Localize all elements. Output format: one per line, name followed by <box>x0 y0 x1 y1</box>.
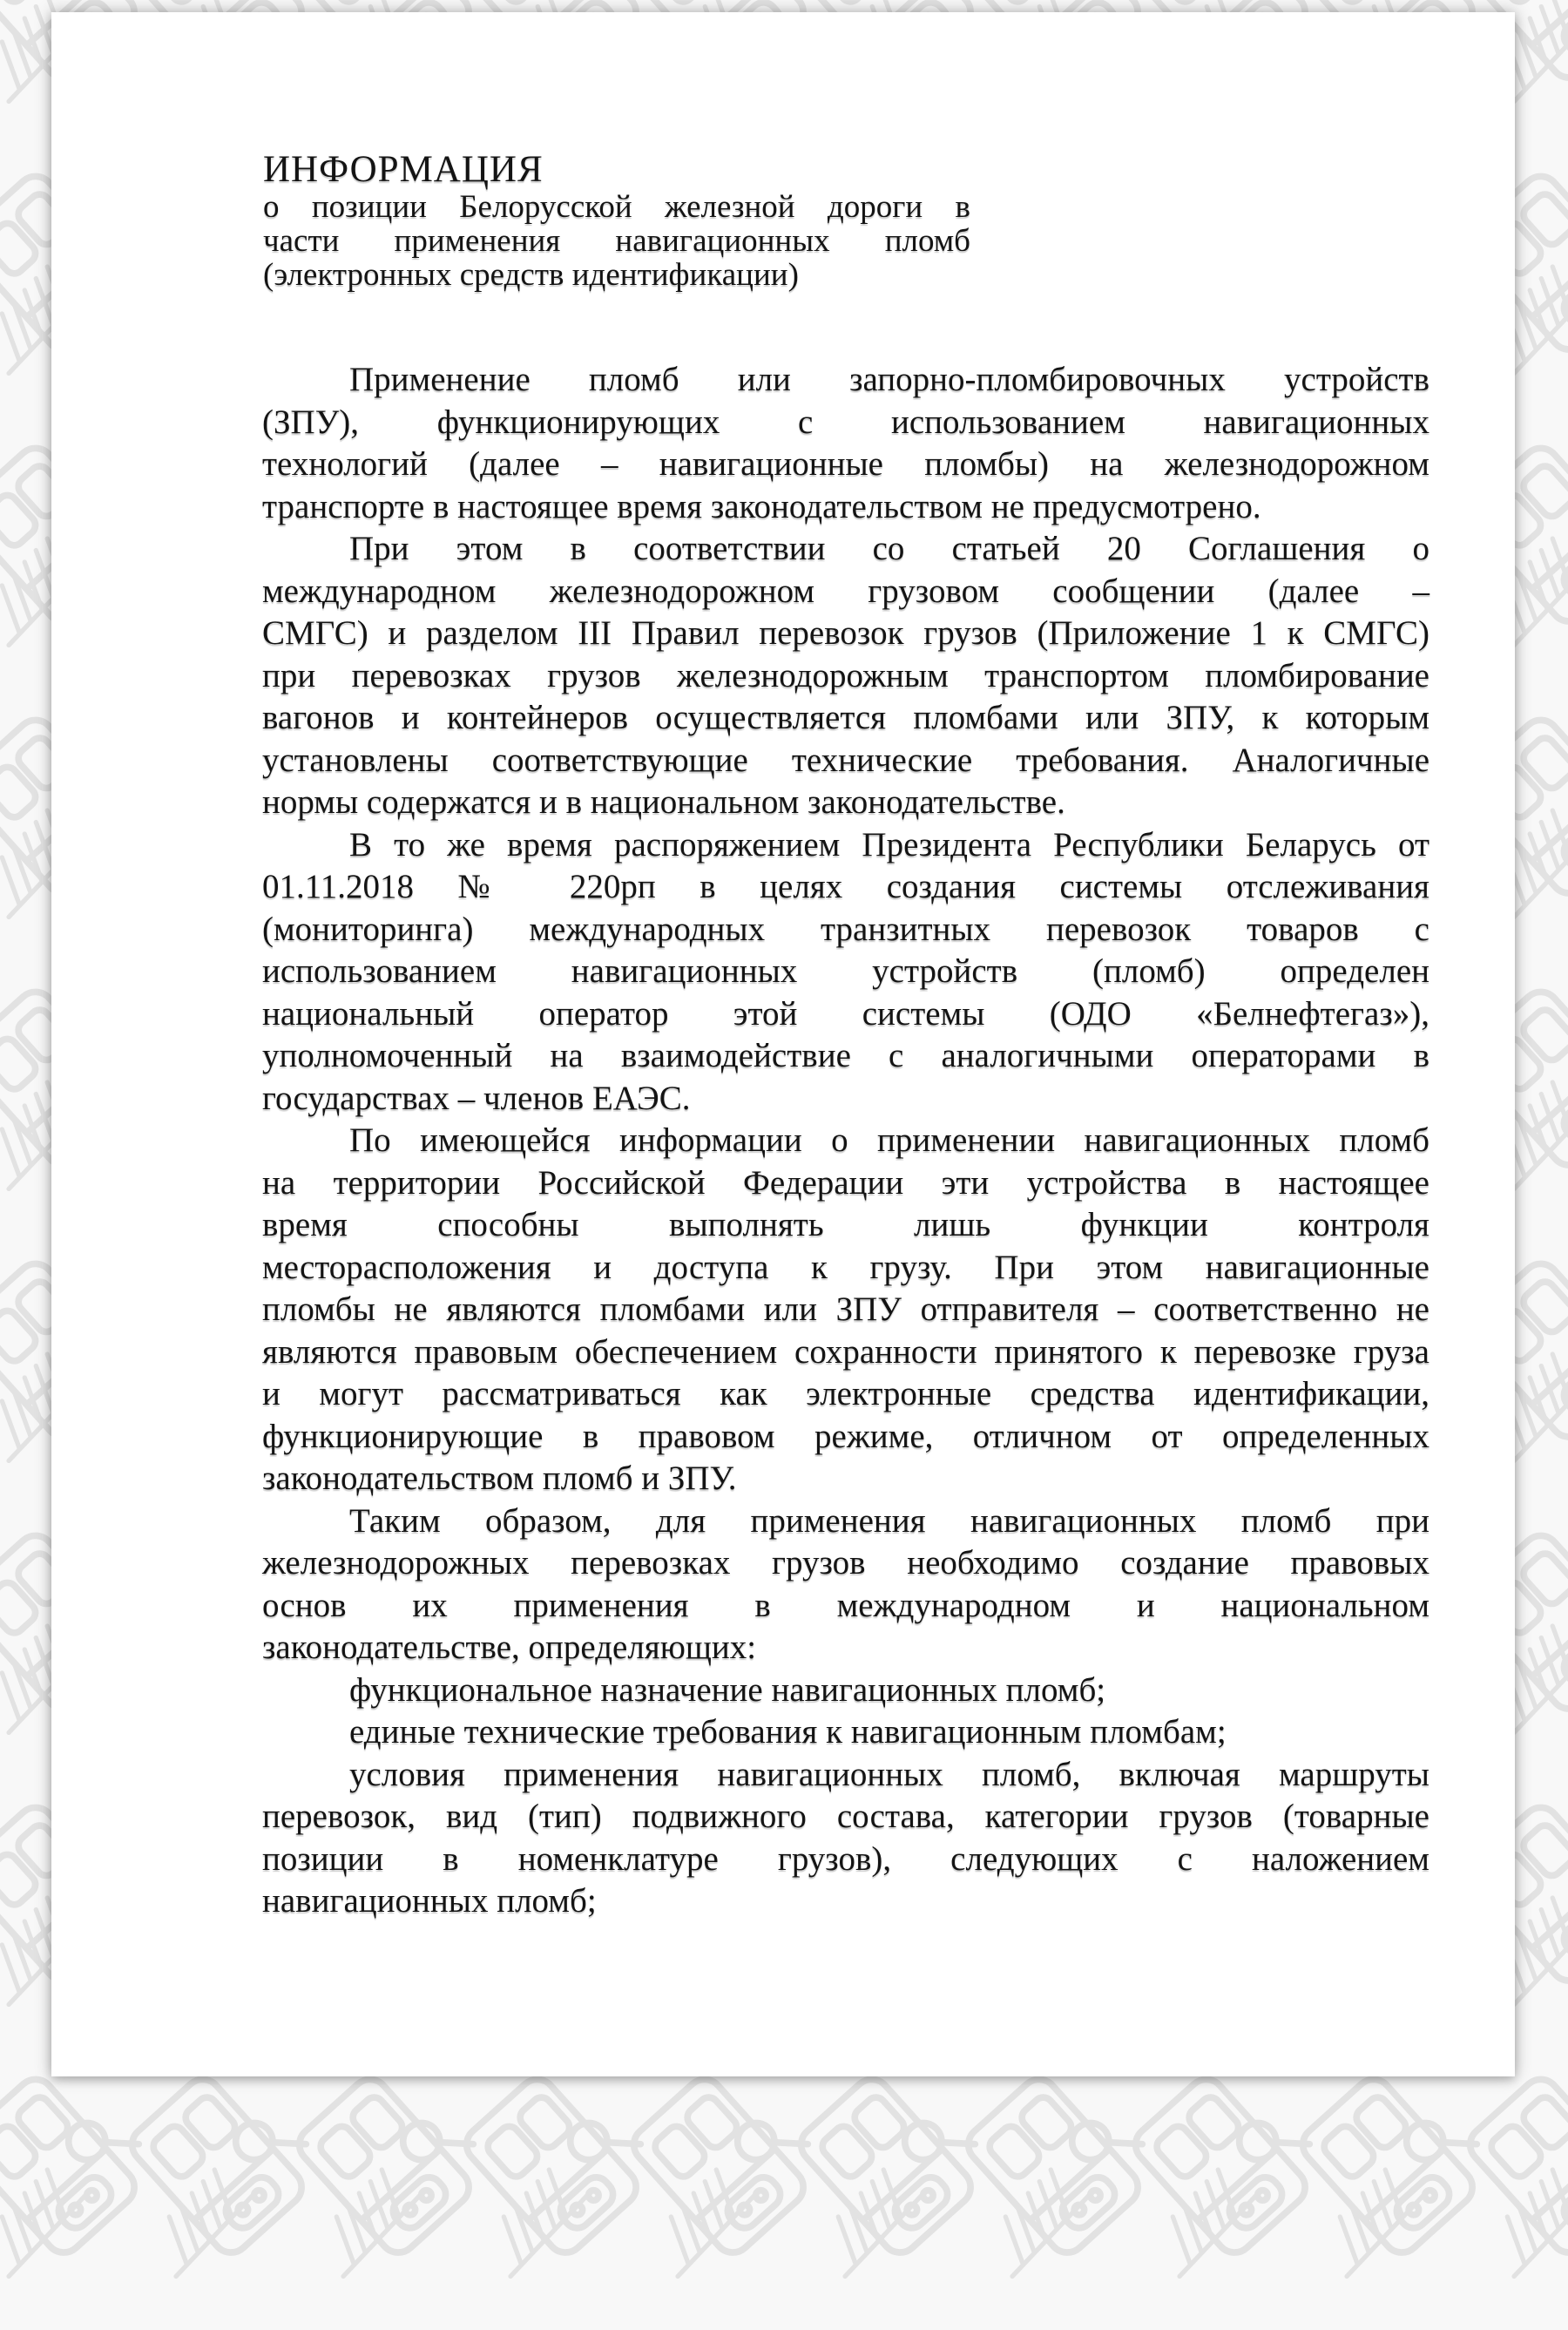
page-title: ИНФОРМАЦИЯ <box>263 149 544 190</box>
text-line: 01.11.2018 № 220рп в целях создания системы отслеживания <box>262 868 1429 905</box>
text-line: государствах – членов ЕАЭС. <box>262 1079 691 1117</box>
document-page <box>51 12 1515 2076</box>
text-line: технологий (далее – навигационные пломбы) на железнодорожном <box>262 445 1429 483</box>
text-line: национальный оператор этой системы (ОДО «Белнефтегаз»), <box>262 994 1429 1033</box>
text-line: По имеющейся информации о применении навигационных пломб <box>349 1121 1429 1159</box>
document-subtitle <box>263 190 970 292</box>
text-line: основ их применения в международном и национальном <box>262 1586 1429 1624</box>
text-line: функционирующие в правовом режиме, отличном от определенных <box>262 1417 1429 1455</box>
text-line: пломбы не являются пломбами или ЗПУ отправителя – соответственно не <box>262 1290 1429 1328</box>
text-line: (мониторинга) международных транзитных перевозок товаров с <box>262 910 1429 948</box>
document-body <box>262 359 1429 1923</box>
text-line: транспорте в настоящее время законодательством не предусмотрено. <box>262 487 1261 525</box>
text-line: законодательством пломб и ЗПУ. <box>262 1460 737 1497</box>
text-line: железнодорожных перевозках грузов необходимо создание правовых <box>262 1544 1429 1582</box>
text-line: на территории Российской Федерации эти устройства в настоящее <box>262 1163 1429 1202</box>
text-line: позиции в номенклатуре грузов), следующих с наложением <box>262 1839 1429 1878</box>
text-line: условия применения навигационных пломб, включая маршруты <box>349 1755 1429 1793</box>
text-line: уполномоченный на взаимодействие с аналогичными операторами в <box>262 1037 1429 1074</box>
text-line: при перевозках грузов железнодорожным транспортом пломбирование <box>262 656 1429 694</box>
text-line: нормы содержатся и в национальном законодательстве. <box>262 783 1065 821</box>
text-line: месторасположения и доступа к грузу. При этом навигационные <box>262 1248 1429 1286</box>
text-line: единые технические требования к навигационным пломбам; <box>349 1713 1227 1751</box>
text-line: функциональное назначение навигационных пломб; <box>349 1670 1106 1709</box>
text-line: и могут рассматриваться как электронные средства идентификации, <box>262 1375 1429 1412</box>
text-line: перевозок, вид (тип) подвижного состава, категории грузов (товарные <box>262 1798 1429 1835</box>
text-line: Таким образом, для применения навигационных пломб при <box>349 1501 1429 1540</box>
text-line: использованием навигационных устройств (пломб) определен <box>262 952 1429 990</box>
text-line: (ЗПУ), функционирующих с использованием навигационных <box>262 403 1429 441</box>
text-line: (электронных средств идентификации) <box>263 257 799 293</box>
text-line: При этом в соответствии со статьей 20 Соглашения о <box>349 530 1429 567</box>
text-line: СМГС) и разделом III Правил перевозок грузов (Приложение 1 к СМГС) <box>262 614 1429 652</box>
text-line: являются правовым обеспечением сохранности принятого к перевозке груза <box>262 1332 1429 1371</box>
text-line: о позиции Белорусской железной дороги в <box>263 189 970 225</box>
text-line: установлены соответствующие технические требования. Аналогичные <box>262 741 1429 779</box>
text-line: международном железнодорожном грузовом сообщении (далее – <box>262 572 1429 610</box>
text-line: законодательстве, определяющих: <box>262 1629 757 1666</box>
text-line: В то же время распоряжением Президента Республики Беларусь от <box>349 825 1429 864</box>
text-line: части применения навигационных пломб <box>263 223 970 259</box>
text-line: навигационных пломб; <box>262 1882 597 1920</box>
text-line: вагонов и контейнеров осуществляется пломбами или ЗПУ, к которым <box>262 699 1429 736</box>
text-line: время способны выполнять лишь функции контроля <box>262 1206 1429 1243</box>
text-line: Применение пломб или запорно-пломбировочных устройств <box>349 361 1429 398</box>
